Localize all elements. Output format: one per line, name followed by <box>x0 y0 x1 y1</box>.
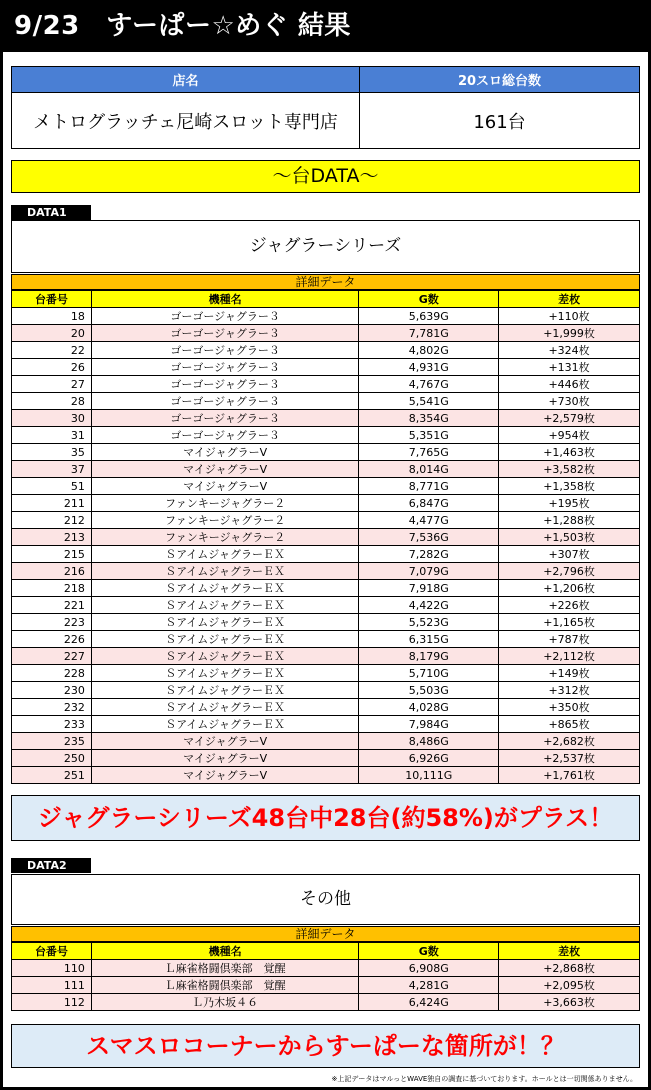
machine-no-cell: 221 <box>12 597 92 614</box>
machine-name-cell: ゴーゴージャグラー３ <box>91 325 358 342</box>
data2-body <box>12 960 640 1011</box>
games-cell: 4,802G <box>359 342 499 359</box>
diff-cell: +865枚 <box>499 716 640 733</box>
machine-no-cell: 250 <box>12 750 92 767</box>
table-row <box>12 359 640 376</box>
table-row <box>12 614 640 631</box>
machine-name-cell: ファンキージャグラー２ <box>91 529 358 546</box>
machine-name-cell: ＳアイムジャグラーＥＸ <box>91 665 358 682</box>
diff-cell: +149枚 <box>499 665 640 682</box>
machine-name-cell: ゴーゴージャグラー３ <box>91 359 358 376</box>
data2-result: スマスロコーナーからすーぱーな箇所が！？ <box>11 1024 640 1068</box>
games-cell: 7,536G <box>359 529 499 546</box>
machine-name-cell: ＳアイムジャグラーＥＸ <box>91 580 358 597</box>
table-row <box>12 716 640 733</box>
games-cell: 8,354G <box>359 410 499 427</box>
machine-no-cell: 27 <box>12 376 92 393</box>
machine-no-cell: 227 <box>12 648 92 665</box>
data1-detail-label: 詳細データ <box>11 274 640 290</box>
diff-cell: +1,463枚 <box>499 444 640 461</box>
table-row <box>12 495 640 512</box>
diff-cell: +2,095枚 <box>499 977 640 994</box>
machine-name-cell: マイジャグラーⅤ <box>91 767 358 784</box>
machine-no-cell: 22 <box>12 342 92 359</box>
store-info-table <box>11 66 640 149</box>
games-cell: 4,422G <box>359 597 499 614</box>
games-cell: 5,541G <box>359 393 499 410</box>
table-row <box>12 325 640 342</box>
col-diff: 差枚 <box>499 943 640 960</box>
footnote: ※上記データはマルっとWAVE独自の調査に基づいております。ホールとは一切関係ありません。 <box>331 1075 637 1083</box>
diff-cell: +131枚 <box>499 359 640 376</box>
machine-name-cell: ＳアイムジャグラーＥＸ <box>91 614 358 631</box>
table-row <box>12 994 640 1011</box>
table-row <box>12 597 640 614</box>
data-banner: ～台DATA～ <box>11 160 640 193</box>
machine-no-cell: 51 <box>12 478 92 495</box>
machine-no-cell: 111 <box>12 977 92 994</box>
data1-series-title: ジャグラーシリーズ <box>11 220 640 273</box>
machine-count: 161台 <box>360 93 640 149</box>
games-cell: 6,315G <box>359 631 499 648</box>
machine-name-cell: ＳアイムジャグラーＥＸ <box>91 682 358 699</box>
games-cell: 6,908G <box>359 960 499 977</box>
games-cell: 4,477G <box>359 512 499 529</box>
machine-no-cell: 251 <box>12 767 92 784</box>
col-machine-name: 機種名 <box>91 943 358 960</box>
data1-header-row <box>12 291 640 308</box>
machine-no-cell: 112 <box>12 994 92 1011</box>
diff-cell: +1,999枚 <box>499 325 640 342</box>
games-cell: 5,639G <box>359 308 499 325</box>
games-cell: 4,281G <box>359 977 499 994</box>
col-machine-no: 台番号 <box>12 943 92 960</box>
table-row <box>12 478 640 495</box>
diff-cell: +195枚 <box>499 495 640 512</box>
col-games: G数 <box>359 291 499 308</box>
games-cell: 7,984G <box>359 716 499 733</box>
diff-cell: +787枚 <box>499 631 640 648</box>
diff-cell: +2,796枚 <box>499 563 640 580</box>
table-row <box>12 665 640 682</box>
data2-header-row <box>12 943 640 960</box>
col-machine-no: 台番号 <box>12 291 92 308</box>
machine-no-cell: 235 <box>12 733 92 750</box>
table-row <box>12 977 640 994</box>
machine-no-cell: 30 <box>12 410 92 427</box>
machine-name-cell: ＳアイムジャグラーＥＸ <box>91 631 358 648</box>
col-games: G数 <box>359 943 499 960</box>
games-cell: 8,179G <box>359 648 499 665</box>
machine-no-cell: 110 <box>12 960 92 977</box>
machine-name-cell: ファンキージャグラー２ <box>91 512 358 529</box>
table-row <box>12 580 640 597</box>
data2-tag: DATA2 <box>11 858 91 873</box>
data1-tag: DATA1 <box>11 205 91 220</box>
machine-no-cell: 35 <box>12 444 92 461</box>
diff-cell: +2,682枚 <box>499 733 640 750</box>
table-row <box>12 410 640 427</box>
diff-cell: +350枚 <box>499 699 640 716</box>
data2-series-title: その他 <box>11 874 640 925</box>
machine-no-cell: 213 <box>12 529 92 546</box>
machine-name-cell: ゴーゴージャグラー３ <box>91 410 358 427</box>
diff-cell: +1,206枚 <box>499 580 640 597</box>
table-row <box>12 512 640 529</box>
machine-no-cell: 223 <box>12 614 92 631</box>
data1-result: ジャグラーシリーズ48台中28台(約58%)がプラス！ <box>11 795 640 841</box>
table-row <box>12 648 640 665</box>
data2-table <box>11 942 640 1011</box>
diff-cell: +110枚 <box>499 308 640 325</box>
machine-no-cell: 18 <box>12 308 92 325</box>
games-cell: 7,079G <box>359 563 499 580</box>
machine-no-cell: 230 <box>12 682 92 699</box>
games-cell: 5,503G <box>359 682 499 699</box>
games-cell: 8,771G <box>359 478 499 495</box>
machine-name-cell: ＳアイムジャグラーＥＸ <box>91 546 358 563</box>
machine-name-cell: マイジャグラーⅤ <box>91 444 358 461</box>
diff-cell: +3,582枚 <box>499 461 640 478</box>
table-row <box>12 444 640 461</box>
data1-body <box>12 308 640 784</box>
table-row <box>12 546 640 563</box>
table-row <box>12 308 640 325</box>
games-cell: 4,028G <box>359 699 499 716</box>
diff-cell: +2,112枚 <box>499 648 640 665</box>
diff-cell: +2,868枚 <box>499 960 640 977</box>
diff-cell: +1,288枚 <box>499 512 640 529</box>
machine-no-cell: 37 <box>12 461 92 478</box>
machine-no-cell: 212 <box>12 512 92 529</box>
col-diff: 差枚 <box>499 291 640 308</box>
data1-table <box>11 290 640 784</box>
table-row <box>12 750 640 767</box>
machine-name-cell: マイジャグラーⅤ <box>91 733 358 750</box>
games-cell: 5,523G <box>359 614 499 631</box>
diff-cell: +307枚 <box>499 546 640 563</box>
machine-name-cell: ＳアイムジャグラーＥＸ <box>91 597 358 614</box>
diff-cell: +324枚 <box>499 342 640 359</box>
machine-name-cell: ゴーゴージャグラー３ <box>91 342 358 359</box>
table-row <box>12 427 640 444</box>
table-row <box>12 376 640 393</box>
games-cell: 6,847G <box>359 495 499 512</box>
games-cell: 5,351G <box>359 427 499 444</box>
table-row <box>12 342 640 359</box>
diff-cell: +2,537枚 <box>499 750 640 767</box>
machine-name-cell: ゴーゴージャグラー３ <box>91 393 358 410</box>
machine-name-cell: Ｌ乃木坂４６ <box>91 994 358 1011</box>
diff-cell: +730枚 <box>499 393 640 410</box>
table-row <box>12 461 640 478</box>
machine-name-cell: ゴーゴージャグラー３ <box>91 427 358 444</box>
machine-name-cell: ＳアイムジャグラーＥＸ <box>91 699 358 716</box>
machine-name-cell: ＳアイムジャグラーＥＸ <box>91 648 358 665</box>
games-cell: 4,931G <box>359 359 499 376</box>
machine-name-cell: Ｌ麻雀格闘倶楽部 覚醒 <box>91 960 358 977</box>
games-cell: 8,014G <box>359 461 499 478</box>
page-title: 9/23 すーぱー☆めぐ 結果 <box>0 0 651 52</box>
table-row <box>12 631 640 648</box>
diff-cell: +2,579枚 <box>499 410 640 427</box>
diff-cell: +312枚 <box>499 682 640 699</box>
store-name: メトログラッチェ尼崎スロット専門店 <box>12 93 360 149</box>
games-cell: 6,926G <box>359 750 499 767</box>
machine-no-cell: 28 <box>12 393 92 410</box>
machine-no-cell: 31 <box>12 427 92 444</box>
diff-cell: +446枚 <box>499 376 640 393</box>
machine-no-cell: 215 <box>12 546 92 563</box>
games-cell: 7,918G <box>359 580 499 597</box>
games-cell: 6,424G <box>359 994 499 1011</box>
games-cell: 8,486G <box>359 733 499 750</box>
machine-name-cell: ゴーゴージャグラー３ <box>91 376 358 393</box>
diff-cell: +3,663枚 <box>499 994 640 1011</box>
table-row <box>12 767 640 784</box>
machine-count-header: 20スロ総台数 <box>360 67 640 93</box>
table-row <box>12 563 640 580</box>
machine-no-cell: 26 <box>12 359 92 376</box>
diff-cell: +1,761枚 <box>499 767 640 784</box>
table-row <box>12 699 640 716</box>
machine-no-cell: 211 <box>12 495 92 512</box>
games-cell: 10,111G <box>359 767 499 784</box>
machine-no-cell: 226 <box>12 631 92 648</box>
machine-name-cell: マイジャグラーⅤ <box>91 461 358 478</box>
games-cell: 7,765G <box>359 444 499 461</box>
table-row <box>12 960 640 977</box>
machine-name-cell: マイジャグラーⅤ <box>91 478 358 495</box>
machine-no-cell: 216 <box>12 563 92 580</box>
machine-name-cell: ＳアイムジャグラーＥＸ <box>91 563 358 580</box>
diff-cell: +1,165枚 <box>499 614 640 631</box>
machine-name-cell: ファンキージャグラー２ <box>91 495 358 512</box>
diff-cell: +1,503枚 <box>499 529 640 546</box>
games-cell: 4,767G <box>359 376 499 393</box>
machine-no-cell: 228 <box>12 665 92 682</box>
machine-name-cell: ＳアイムジャグラーＥＸ <box>91 716 358 733</box>
table-row <box>12 529 640 546</box>
diff-cell: +1,358枚 <box>499 478 640 495</box>
table-row <box>12 393 640 410</box>
table-row <box>12 733 640 750</box>
col-machine-name: 機種名 <box>91 291 358 308</box>
machine-no-cell: 218 <box>12 580 92 597</box>
diff-cell: +954枚 <box>499 427 640 444</box>
store-name-header: 店名 <box>12 67 360 93</box>
data2-detail-label: 詳細データ <box>11 926 640 942</box>
machine-no-cell: 233 <box>12 716 92 733</box>
games-cell: 7,781G <box>359 325 499 342</box>
machine-no-cell: 20 <box>12 325 92 342</box>
machine-name-cell: ゴーゴージャグラー３ <box>91 308 358 325</box>
machine-no-cell: 232 <box>12 699 92 716</box>
table-row <box>12 682 640 699</box>
machine-name-cell: Ｌ麻雀格闘倶楽部 覚醒 <box>91 977 358 994</box>
diff-cell: +226枚 <box>499 597 640 614</box>
games-cell: 7,282G <box>359 546 499 563</box>
games-cell: 5,710G <box>359 665 499 682</box>
machine-name-cell: マイジャグラーⅤ <box>91 750 358 767</box>
